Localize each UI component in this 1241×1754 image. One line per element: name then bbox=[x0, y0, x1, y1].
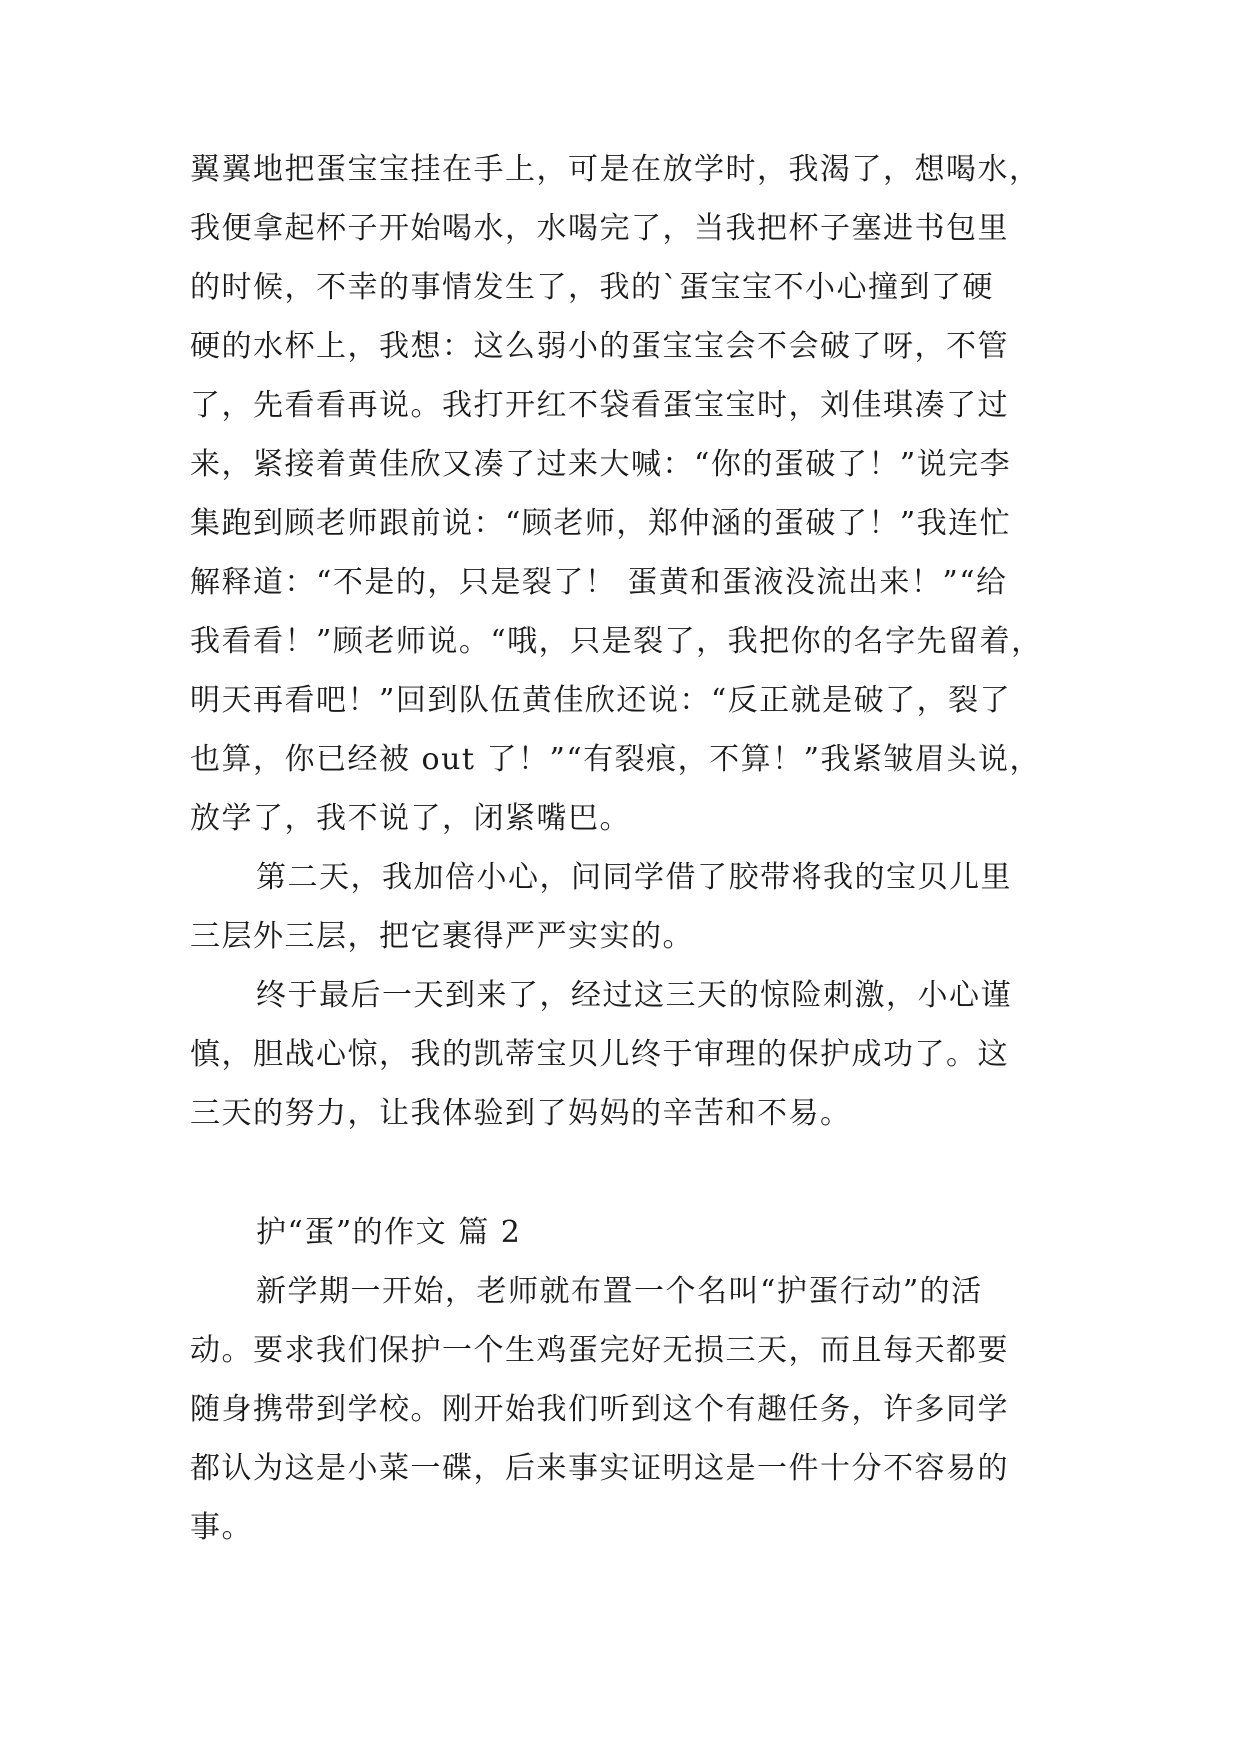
text-line: 放学了，我不说了，闭紧嘴巴。 bbox=[190, 801, 631, 836]
text-line: 动。要求我们保护一个生鸡蛋完好无损三天，而且每天都要 bbox=[190, 1333, 1009, 1368]
text-line: 翼翼地把蛋宝宝挂在手上，可是在放学时，我渴了，想喝水， bbox=[190, 152, 1041, 187]
paragraph-3 bbox=[190, 966, 1070, 1143]
text-line: 我看看！”顾老师说。“哦，只是裂了，我把你的名字先留着， bbox=[190, 624, 1043, 659]
text-line: 随身携带到学校。刚开始我们听到这个有趣任务，许多同学 bbox=[190, 1392, 1009, 1427]
text-line: 集跑到顾老师跟前说：“顾老师，郑仲涵的蛋破了！”我连忙 bbox=[190, 506, 1012, 541]
text-line: 解释道：“不是的，只是裂了！ 蛋黄和蛋液没流出来！”“给 bbox=[190, 565, 1008, 600]
text-line: 了，先看看再说。我打开红不袋看蛋宝宝时，刘佳琪凑了过 bbox=[190, 388, 1009, 423]
text-line: 三层外三层，把它裹得严严实实的。 bbox=[190, 919, 694, 954]
heading-text: 护“蛋”的作文 篇 2 bbox=[256, 1215, 522, 1250]
text-line: 终于最后一天到来了，经过这三天的惊险刺激，小心谨 bbox=[256, 978, 1012, 1013]
text-line: 事。 bbox=[190, 1510, 253, 1545]
text-line: 第二天，我加倍小心，问同学借了胶带将我的宝贝儿里 bbox=[256, 860, 1012, 895]
text-line: 新学期一开始，老师就布置一个名叫“护蛋行动”的活 bbox=[256, 1274, 983, 1309]
text-line: 我便拿起杯子开始喝水，水喝完了，当我把杯子塞进书包里 bbox=[190, 211, 1009, 246]
text-line: 三天的努力，让我体验到了妈妈的辛苦和不易。 bbox=[190, 1096, 852, 1131]
text-line: 都认为这是小菜一碟，后来事实证明这是一件十分不容易的 bbox=[190, 1451, 1009, 1486]
text-line: 也算，你已经被 out 了！”“有裂痕，不算！”我紧皱眉头说， bbox=[190, 742, 1042, 777]
section-heading bbox=[190, 1203, 1070, 1262]
text-line: 的时候，不幸的事情发生了，我的`蛋宝宝不小心撞到了硬 bbox=[190, 270, 994, 305]
paragraph-2 bbox=[190, 848, 1070, 966]
text-line: 慎，胆战心惊，我的凯蒂宝贝儿终于审理的保护成功了。这 bbox=[190, 1037, 1009, 1072]
text-line: 来，紧接着黄佳欣又凑了过来大喊：“你的蛋破了！”说完李 bbox=[190, 447, 1012, 482]
text-line: 明天再看吧！”回到队伍黄佳欣还说：“反正就是破了，裂了 bbox=[190, 683, 1012, 718]
paragraph-4 bbox=[190, 1262, 1070, 1557]
text-line: 硬的水杯上，我想：这么弱小的蛋宝宝会不会破了呀，不管 bbox=[190, 329, 1009, 364]
paragraph-1 bbox=[190, 140, 1070, 848]
